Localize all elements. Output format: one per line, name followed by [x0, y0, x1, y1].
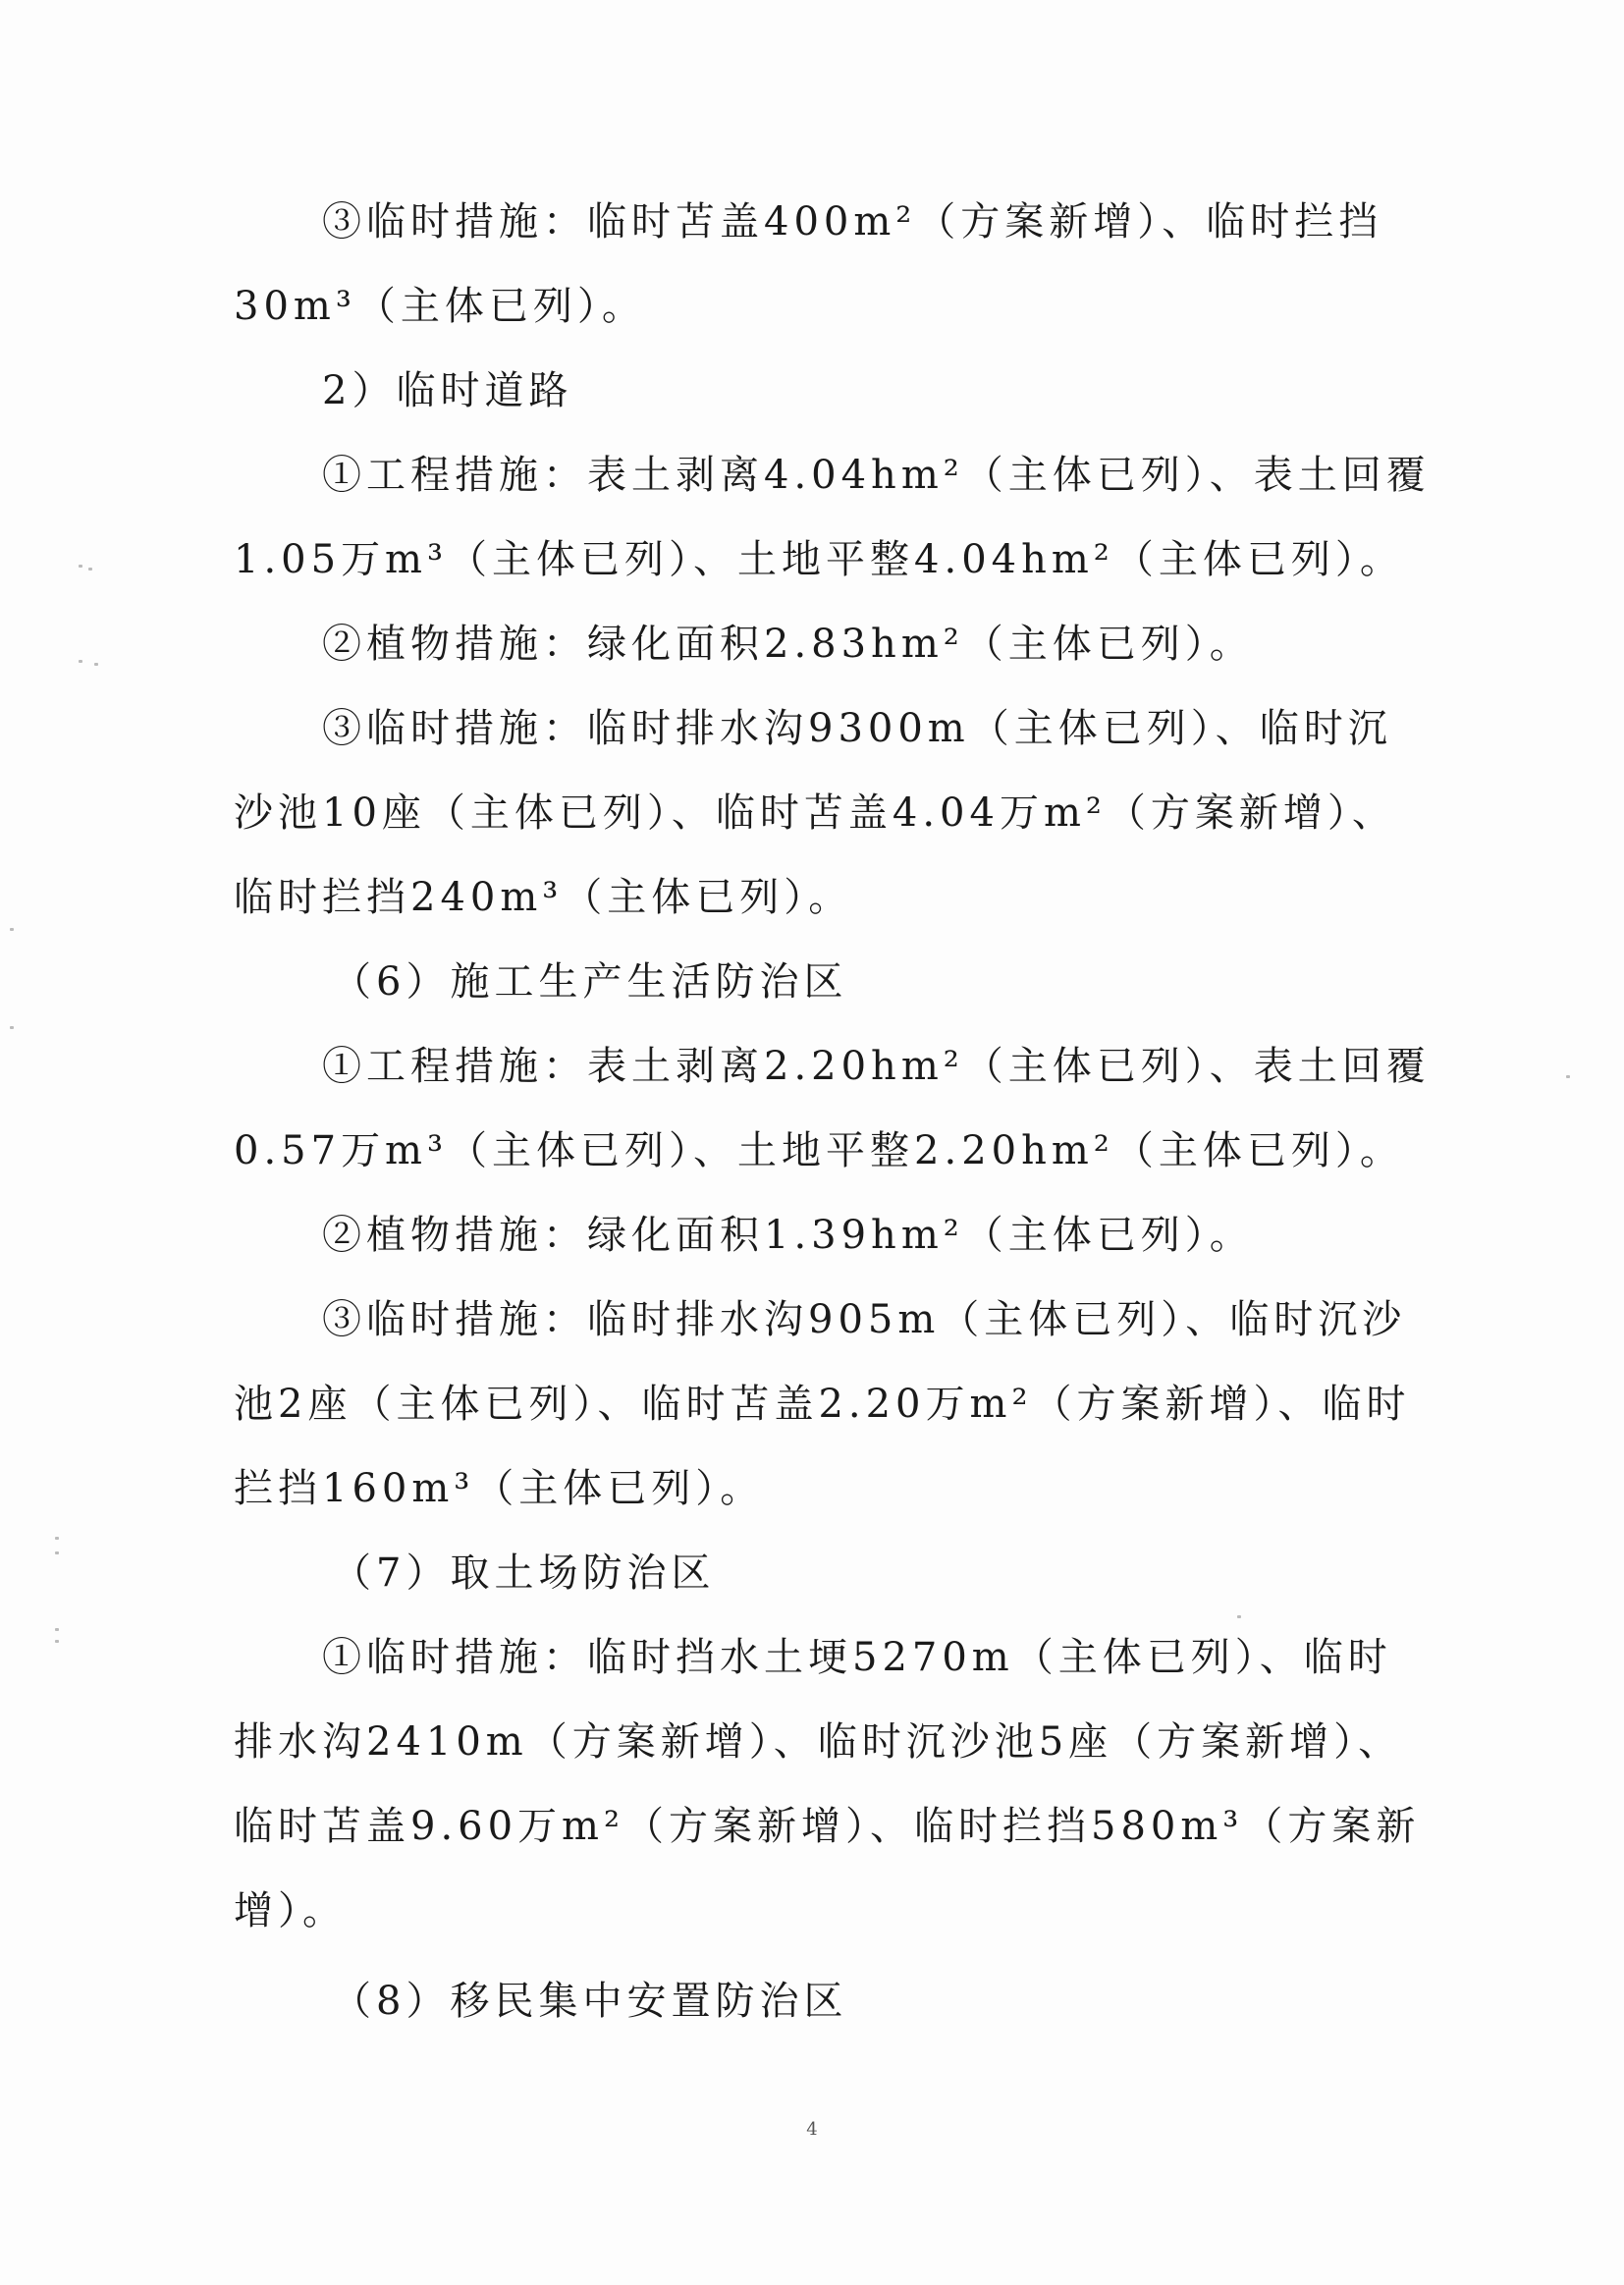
scan-speck: [94, 663, 98, 666]
paragraph-line: 0.57万m³（主体已列）、土地平整2.20hm²（主体已列）。: [234, 1128, 1404, 1173]
paragraph-line: 拦挡160m³（主体已列）。: [234, 1466, 765, 1511]
paragraph-line: ③临时措施：临时苫盖400m²（方案新增）、临时拦挡: [322, 199, 1383, 245]
paragraph-line: 增）。: [234, 1888, 347, 1933]
paragraph-line: ③临时措施：临时排水沟905m（主体已列）、临时沉沙: [322, 1297, 1407, 1342]
scan-speck: [55, 1537, 59, 1540]
scan-speck: [79, 660, 82, 663]
scan-speck: [55, 1628, 59, 1631]
paragraph-line: ①工程措施：表土剥离4.04hm²（主体已列）、表土回覆: [322, 453, 1431, 498]
paragraph-line: 30m³（主体已列）。: [234, 284, 646, 329]
scan-speck: [55, 1640, 59, 1643]
paragraph-line: ①临时措施：临时挡水土埂5270m（主体已列）、临时: [322, 1635, 1392, 1680]
scan-speck: [79, 565, 82, 568]
paragraph-line: 沙池10座（主体已列）、临时苫盖4.04万m²（方案新增）、: [234, 790, 1396, 836]
paragraph-line: 临时拦挡240m³（主体已列）。: [234, 875, 853, 920]
scan-speck: [10, 1026, 14, 1029]
scan-speck: [55, 1551, 59, 1554]
section-heading: （7）取土场防治区: [332, 1551, 716, 1596]
scan-speck: [1237, 1615, 1241, 1618]
paragraph-line: ②植物措施：绿化面积2.83hm²（主体已列）。: [322, 622, 1254, 667]
section-heading: （6）施工生产生活防治区: [332, 959, 848, 1005]
scan-speck: [10, 928, 14, 931]
section-subheading: 2）临时道路: [322, 368, 573, 413]
paragraph-line: ①工程措施：表土剥离2.20hm²（主体已列）、表土回覆: [322, 1044, 1431, 1089]
paragraph-line: 池2座（主体已列）、临时苫盖2.20万m²（方案新增）、临时: [234, 1382, 1411, 1427]
paragraph-line: ②植物措施：绿化面积1.39hm²（主体已列）。: [322, 1213, 1254, 1258]
paragraph-line: 排水沟2410m（方案新增）、临时沉沙池5座（方案新增）、: [234, 1719, 1403, 1765]
paragraph-line: 1.05万m³（主体已列）、土地平整4.04hm²（主体已列）。: [234, 537, 1404, 582]
paragraph-line: ③临时措施：临时排水沟9300m（主体已列）、临时沉: [322, 706, 1392, 751]
page-number: 4: [806, 2119, 818, 2140]
section-heading: （8）移民集中安置防治区: [332, 1979, 848, 2024]
scan-speck: [1566, 1075, 1570, 1078]
scan-speck: [88, 568, 92, 571]
paragraph-line: 临时苫盖9.60万m²（方案新增）、临时拦挡580m³（方案新: [234, 1804, 1421, 1849]
